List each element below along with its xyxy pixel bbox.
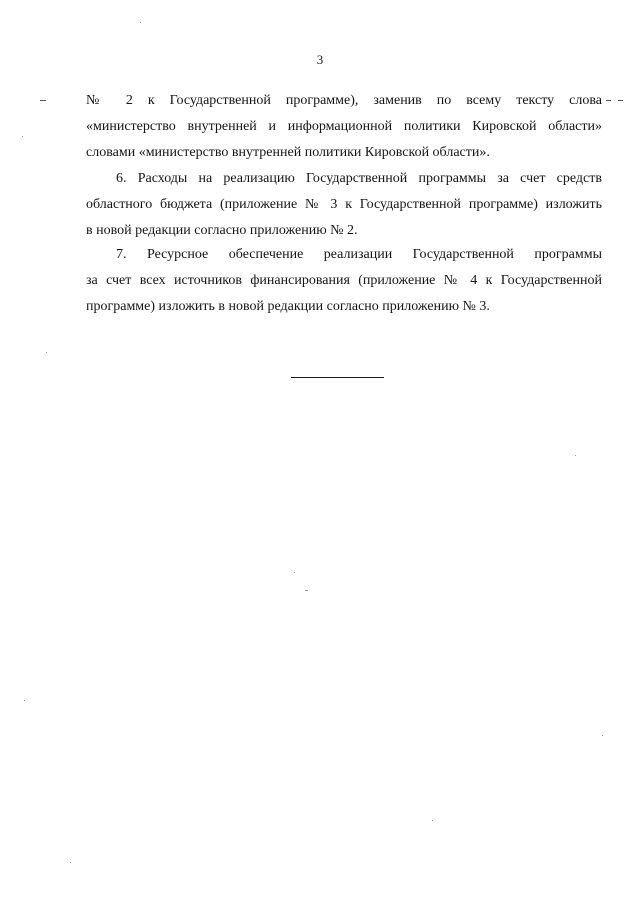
- paragraph-line: программе) изложить в новой редакции согласно приложению № 3.: [86, 299, 490, 314]
- paragraph-line: № 2 к Государственной программе), заменив по всему тексту слова: [86, 93, 602, 108]
- paragraph-line: 6. Расходы на реализацию Государственной программы за счет средств: [116, 171, 602, 186]
- margin-mark: [618, 100, 623, 101]
- paragraph-line: в новой редакции согласно приложению № 2.: [86, 223, 358, 238]
- paragraph-line: словами «министерство внутренней политики Кировской области».: [86, 145, 490, 160]
- margin-mark: [606, 100, 611, 101]
- paragraph-line: 7. Ресурсное обеспечение реализации Государственной программы: [116, 247, 602, 262]
- scan-speck: [24, 700, 25, 701]
- paragraph-1: [86, 88, 602, 166]
- paragraph-line: «министерство внутренней и информационной политики Кировской области»: [86, 119, 602, 134]
- end-separator-line: [291, 377, 384, 378]
- paragraph-2: [86, 166, 602, 244]
- scan-speck: [70, 862, 71, 863]
- scan-speck: [22, 136, 23, 137]
- scan-speck: [602, 735, 603, 736]
- scan-speck: [140, 22, 141, 23]
- scan-speck: [575, 455, 576, 456]
- margin-mark: [40, 100, 46, 101]
- paragraph-line: за счет всех источников финансирования (приложение № 4 к Государственной: [86, 273, 602, 288]
- paragraph-3: [86, 242, 602, 320]
- scan-speck: [294, 572, 295, 573]
- scan-speck: [432, 820, 433, 821]
- page-number: 3: [316, 52, 324, 67]
- paragraph-line: областного бюджета (приложение № 3 к Государственной программе) изложить: [86, 197, 602, 212]
- scan-speck: [305, 590, 308, 591]
- scan-speck: [46, 352, 47, 353]
